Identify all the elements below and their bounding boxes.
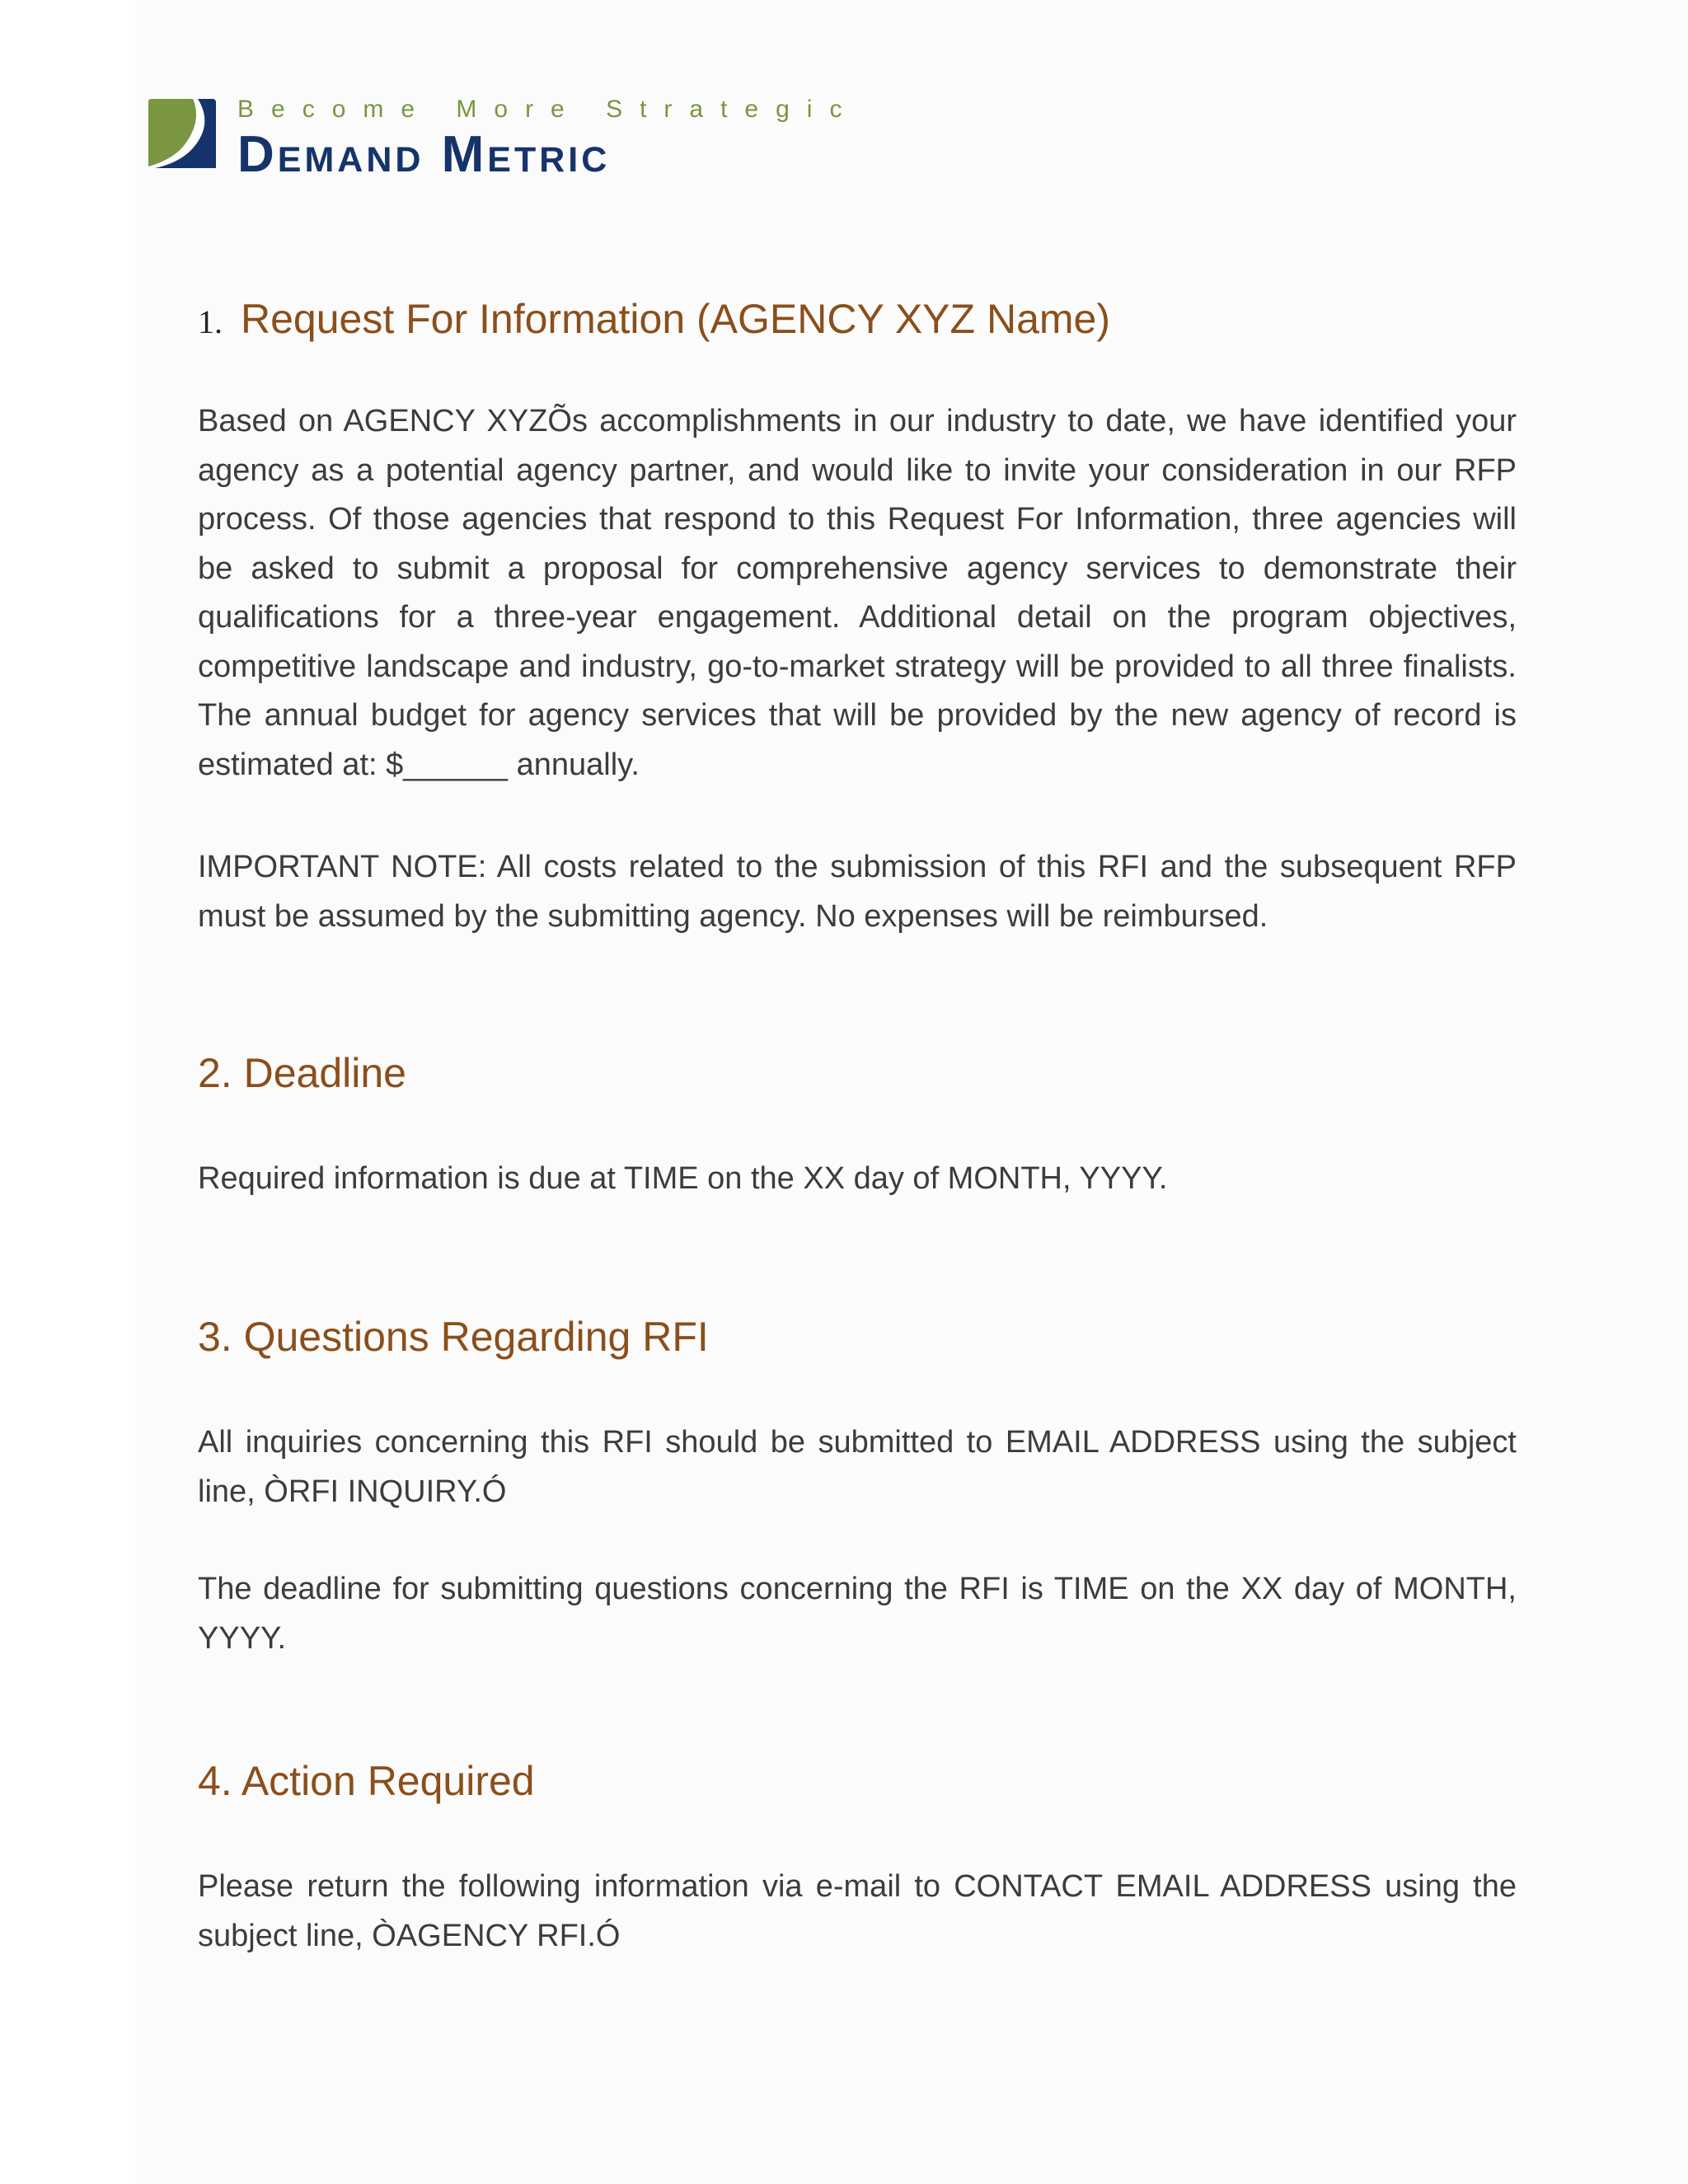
- demand-metric-logo: [147, 92, 860, 183]
- section-2-heading: 2. Deadline: [198, 1050, 406, 1096]
- section-1-paragraph-1: Based on AGENCY XYZÕs accomplishments in our industry to date, we have identified your agency as a potential agency partner, and would like to invite your consideration in our RFP process. Of those agencies that respond to this Request For Information, three agencies will be asked to submit a proposal for comprehensive agency services to demonstrate their qualifications for a three-year engagement. Additional detail on the program objectives, competitive landscape and industry, go-to-market strategy will be provided to all three finalists. The annual budget for agency services that will be provided by the new agency of record is estimated at: $______ annually.: [198, 404, 1517, 782]
- section-2-paragraph-1: Required information is due at TIME on the XX day of MONTH, YYYY.: [198, 1161, 1168, 1196]
- section-4-heading: 4. Action Required: [198, 1758, 535, 1804]
- section-4-paragraph-1: Please return the following information via e-mail to CONTACT EMAIL ADDRESS using the subject line, ÒAGENCY RFI.Ó: [198, 1869, 1517, 1953]
- section-1-paragraph-2: IMPORTANT NOTE: All costs related to the submission of this RFI and the subsequent RFP must be assumed by the submitting agency. No expenses will be reimbursed.: [198, 850, 1517, 934]
- section-3-paragraph-1: All inquiries concerning this RFI should be submitted to EMAIL ADDRESS using the subject line, ÒRFI INQUIRY.Ó: [198, 1425, 1517, 1509]
- logo-tagline: Become More Strategic: [237, 96, 860, 123]
- section-1-number: 1.: [198, 303, 223, 340]
- logo-brand-name: Demand Metric: [237, 126, 611, 183]
- section-1-title: Request For Information (AGENCY XYZ Name): [241, 296, 1110, 342]
- section-3-paragraph-2: The deadline for submitting questions concerning the RFI is TIME on the XX day of MONTH, YYYY.: [198, 1572, 1517, 1656]
- logo-mark-icon: [147, 97, 218, 170]
- section-3-heading: 3. Questions Regarding RFI: [198, 1314, 709, 1360]
- section-1-heading: [198, 295, 1110, 343]
